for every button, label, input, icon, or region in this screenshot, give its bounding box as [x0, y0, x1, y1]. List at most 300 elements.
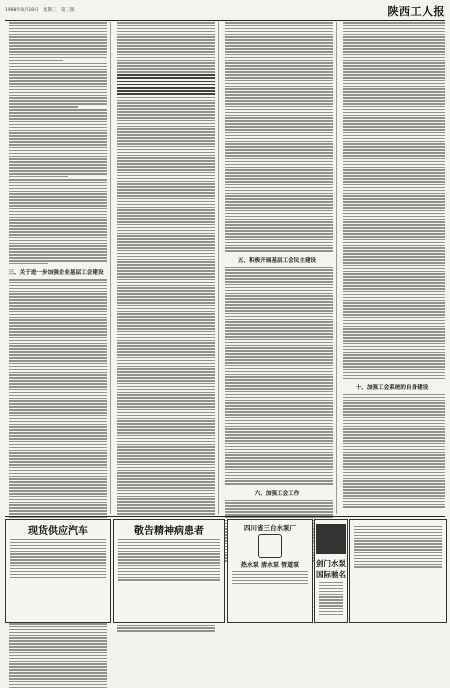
text-line: [225, 51, 333, 53]
text-line: [343, 36, 445, 38]
text-line: [343, 132, 445, 134]
text-line: [225, 210, 333, 212]
text-line: [343, 250, 445, 252]
text-line: [343, 297, 445, 299]
text-line: [354, 540, 442, 541]
text-line: [117, 400, 215, 402]
text-line: [9, 95, 107, 97]
text-line: [225, 94, 333, 96]
text-line: [117, 496, 215, 498]
text-line: [117, 267, 215, 269]
text-line: [9, 245, 107, 247]
text-line: [117, 446, 215, 448]
ad-strip: [5, 516, 445, 623]
text-line: [225, 245, 333, 247]
text-line: [343, 204, 445, 206]
text-line: [117, 415, 215, 417]
text-line: [354, 535, 442, 536]
text-line: [117, 140, 215, 142]
text-line: [118, 551, 220, 552]
text-line: [225, 502, 333, 504]
text-line: [117, 25, 215, 27]
text-line: [117, 467, 215, 469]
text-line: [225, 86, 333, 88]
text-line: [343, 443, 445, 445]
text-line: [117, 241, 215, 243]
text-line: [117, 394, 215, 396]
text-line: [225, 440, 333, 442]
text-line: [9, 444, 107, 446]
text-line: [9, 643, 107, 645]
ad-body: [114, 537, 224, 584]
text-line: [343, 506, 445, 508]
text-line: [9, 666, 107, 668]
text-line: [225, 198, 333, 200]
text-line: [343, 446, 445, 448]
text-line: [225, 374, 333, 376]
text-line: [9, 240, 107, 242]
text-line: [10, 556, 106, 557]
text-line: [225, 247, 333, 249]
text-line: [9, 484, 107, 486]
text-line: [343, 65, 445, 67]
ad-product-line: 热水泵 清水泵 管道泵: [240, 562, 300, 569]
text-line: [225, 420, 333, 422]
text-line: [225, 307, 333, 309]
text-line: [9, 496, 107, 498]
text-line: [225, 505, 333, 507]
text-line: [343, 54, 445, 56]
text-line: [117, 475, 215, 477]
text-line: [225, 54, 333, 56]
text-line: [225, 120, 333, 122]
text-line: [343, 302, 445, 304]
text-line: [343, 178, 445, 180]
text-line: [9, 646, 107, 648]
text-line: [9, 118, 107, 120]
text-line: [225, 123, 333, 125]
text-line: [343, 449, 445, 451]
text-line: [9, 34, 107, 36]
text-line: [343, 245, 445, 247]
text-line: [117, 57, 215, 59]
text-line: [343, 408, 445, 410]
text-line: [343, 236, 445, 238]
text-line: [9, 219, 107, 221]
text-line: [343, 279, 445, 281]
text-line: [117, 316, 215, 318]
text-line: [232, 574, 308, 575]
text-line: [225, 414, 333, 416]
text-line: [118, 562, 220, 563]
text-line: [9, 426, 107, 428]
text-line: [343, 123, 445, 125]
text-line: [9, 237, 107, 239]
text-line: [225, 443, 333, 445]
text-line: [225, 146, 333, 148]
text-line: [9, 217, 107, 219]
text-line: [117, 227, 215, 229]
text-line: [9, 48, 107, 50]
text-line: [117, 204, 215, 206]
text-line: [225, 368, 333, 370]
text-line: [343, 437, 445, 439]
text-line: [225, 480, 333, 482]
text-line: [117, 31, 215, 33]
text-line: [319, 585, 343, 586]
text-line: [117, 163, 215, 165]
text-line: [117, 84, 215, 86]
text-line: [343, 256, 445, 258]
text-line: [9, 421, 107, 423]
text-line: [354, 529, 442, 530]
text-line: [10, 545, 106, 546]
text-line: [225, 117, 333, 119]
text-line: [343, 434, 445, 436]
text-line: [9, 179, 107, 181]
section-heading: 十、加强工会系统的自身建设: [355, 384, 429, 391]
text-line: [343, 273, 445, 275]
ad-body: [6, 537, 110, 581]
text-line: [343, 109, 445, 111]
text-line: [9, 415, 107, 417]
text-line: [354, 549, 442, 550]
text-line: [117, 250, 215, 252]
text-line: [354, 555, 442, 556]
text-line: [225, 321, 333, 323]
text-line: [117, 60, 215, 62]
text-line: [9, 228, 107, 230]
text-line: [225, 193, 333, 195]
text-line: [118, 568, 220, 569]
text-line: [225, 405, 333, 407]
text-line: [225, 278, 333, 280]
text-line: [117, 449, 215, 451]
paragraph: [339, 22, 445, 379]
text-line: [343, 265, 445, 267]
text-line: [343, 106, 445, 108]
text-line: [9, 345, 107, 347]
text-line: [343, 103, 445, 105]
text-line: [225, 135, 333, 137]
text-line: [225, 207, 333, 209]
text-line: [343, 460, 445, 462]
text-line: [225, 195, 333, 197]
text-line: [225, 250, 333, 252]
text-line: [343, 135, 445, 137]
text-line: [343, 305, 445, 307]
text-line: [343, 346, 445, 348]
text-line: [117, 90, 215, 92]
text-line: [343, 349, 445, 351]
text-line: [9, 42, 107, 44]
text-line: [9, 288, 107, 290]
text-line: [225, 324, 333, 326]
text-line: [9, 383, 107, 385]
text-line: [117, 256, 215, 258]
text-line: [225, 452, 333, 454]
text-line: [9, 293, 107, 295]
text-line: [117, 630, 215, 632]
text-line: [9, 406, 107, 408]
text-line: [9, 649, 107, 651]
text-line: [225, 178, 333, 180]
text-line: [225, 103, 333, 105]
text-line: [117, 77, 215, 79]
text-line: [9, 458, 107, 460]
paragraph: [5, 63, 107, 108]
text-line: [343, 276, 445, 278]
text-line: [343, 268, 445, 270]
text-line: [9, 374, 107, 376]
text-line: [117, 102, 215, 104]
text-line: [225, 376, 333, 378]
ad-mental-health: [113, 519, 225, 623]
text-line: [9, 640, 107, 642]
text-line: [9, 487, 107, 489]
text-line: [117, 507, 215, 509]
text-line: [9, 632, 107, 634]
text-line: [117, 261, 215, 263]
text-line: [117, 340, 215, 342]
text-line: [225, 80, 333, 82]
text-line: [225, 371, 333, 373]
text-line: [343, 308, 445, 310]
text-line: [9, 285, 107, 287]
text-line: [9, 158, 107, 160]
text-line: [9, 150, 107, 152]
text-line: [117, 328, 215, 330]
text-line: [343, 469, 445, 471]
text-line: [117, 172, 215, 174]
text-line: [9, 360, 107, 362]
text-line: [9, 386, 107, 388]
text-line: [343, 155, 445, 157]
text-line: [343, 262, 445, 264]
text-line: [10, 553, 106, 554]
text-line: [9, 319, 107, 321]
text-line: [9, 328, 107, 330]
text-line: [225, 172, 333, 174]
text-line: [117, 412, 215, 414]
text-line: [117, 233, 215, 235]
text-line: [225, 327, 333, 329]
text-line: [9, 39, 107, 41]
bold-paragraph: [113, 74, 215, 94]
text-line: [343, 420, 445, 422]
text-line: [343, 498, 445, 500]
text-line: [117, 166, 215, 168]
text-line: [343, 423, 445, 425]
text-line: [9, 675, 107, 677]
text-line: [117, 325, 215, 327]
text-line: [225, 483, 333, 485]
text-line: [9, 164, 107, 166]
text-line: [117, 143, 215, 145]
text-line: [225, 152, 333, 154]
text-line: [343, 164, 445, 166]
text-line: [9, 507, 107, 509]
text-line: [117, 302, 215, 304]
text-line: [9, 663, 107, 665]
text-line: [225, 463, 333, 465]
text-line: [9, 260, 107, 262]
text-line: [117, 380, 215, 382]
text-line: [9, 322, 107, 324]
text-line: [117, 625, 215, 627]
text-line: [225, 316, 333, 318]
text-line: [9, 188, 107, 190]
text-line: [343, 480, 445, 482]
text-line: [9, 86, 107, 88]
text-line: [225, 143, 333, 145]
text-line: [343, 402, 445, 404]
text-line: [118, 559, 220, 560]
text-line: [9, 626, 107, 628]
paragraph: [5, 279, 107, 688]
text-line: [9, 214, 107, 216]
text-line: [225, 382, 333, 384]
text-line: [9, 141, 107, 143]
text-line: [9, 513, 107, 515]
text-line: [343, 28, 445, 30]
text-line: [9, 69, 107, 71]
text-line: [225, 65, 333, 67]
text-line: [117, 97, 215, 99]
text-line: [225, 112, 333, 114]
text-line: [9, 461, 107, 463]
text-line: [9, 80, 107, 82]
text-line: [117, 244, 215, 246]
text-line: [343, 242, 445, 244]
text-line: [343, 34, 445, 36]
text-line: [117, 279, 215, 281]
text-line: [343, 352, 445, 354]
text-line: [232, 580, 308, 581]
text-line: [343, 88, 445, 90]
text-line: [9, 282, 107, 284]
text-line: [9, 450, 107, 452]
text-line: [9, 132, 107, 134]
text-line: [9, 340, 107, 342]
text-line: [117, 183, 215, 185]
text-line: [225, 359, 333, 361]
text-line: [225, 342, 333, 344]
text-line: [354, 526, 442, 527]
text-line: [343, 320, 445, 322]
ad-pump-factory: [227, 519, 313, 623]
text-line: [343, 323, 445, 325]
text-line: [225, 129, 333, 131]
text-line: [9, 438, 107, 440]
text-line: [118, 556, 220, 557]
text-line: [343, 311, 445, 313]
text-line: [343, 115, 445, 117]
text-line: [343, 291, 445, 293]
text-line: [117, 131, 215, 133]
text-line: [9, 208, 107, 210]
text-line: [10, 568, 106, 569]
text-line: [9, 672, 107, 674]
text-line: [225, 400, 333, 402]
column-1: [5, 22, 107, 514]
text-line: [343, 326, 445, 328]
text-line: [117, 270, 215, 272]
text-line: [343, 169, 445, 171]
text-line: [117, 409, 215, 411]
text-line: [117, 429, 215, 431]
text-line: [118, 577, 220, 578]
ad-car-sale: [5, 519, 111, 623]
text-line: [117, 432, 215, 434]
text-line: [319, 582, 343, 583]
text-line: [9, 89, 107, 91]
text-line: [343, 42, 445, 44]
text-line: [10, 542, 106, 543]
text-line: [225, 169, 333, 171]
text-line: [9, 248, 107, 250]
text-line: [225, 466, 333, 468]
text-line: [225, 109, 333, 111]
text-line: [9, 231, 107, 233]
text-line: [319, 588, 343, 589]
text-line: [354, 546, 442, 547]
text-line: [9, 412, 107, 414]
text-line: [343, 213, 445, 215]
text-line: [117, 114, 215, 116]
text-line: [9, 115, 107, 117]
text-line: [225, 272, 333, 274]
text-line: [9, 100, 107, 102]
text-line: [225, 457, 333, 459]
text-line: [343, 60, 445, 62]
text-line: [343, 314, 445, 316]
text-line: [225, 83, 333, 85]
text-line: [117, 493, 215, 495]
text-line: [225, 68, 333, 70]
text-line: [225, 454, 333, 456]
text-line: [343, 417, 445, 419]
text-line: [9, 510, 107, 512]
text-line: [9, 403, 107, 405]
text-line: [225, 350, 333, 352]
text-line: [343, 504, 445, 506]
text-line: [343, 39, 445, 41]
text-line: [225, 175, 333, 177]
text-line: [117, 157, 215, 159]
text-line: [225, 187, 333, 189]
text-line: [9, 54, 107, 56]
text-line: [319, 594, 343, 595]
text-line: [225, 345, 333, 347]
page-header: [5, 3, 445, 21]
text-line: [117, 134, 215, 136]
text-line: [343, 193, 445, 195]
text-line: [9, 400, 107, 402]
text-line: [10, 574, 106, 575]
text-line: [9, 363, 107, 365]
text-line: [9, 57, 107, 59]
text-line: [354, 558, 442, 559]
text-line: [225, 77, 333, 79]
text-line: [117, 345, 215, 347]
text-line: [343, 411, 445, 413]
text-line: [117, 354, 215, 356]
text-line: [9, 225, 107, 227]
text-line: [343, 317, 445, 319]
text-line: [225, 155, 333, 157]
text-line: [9, 325, 107, 327]
